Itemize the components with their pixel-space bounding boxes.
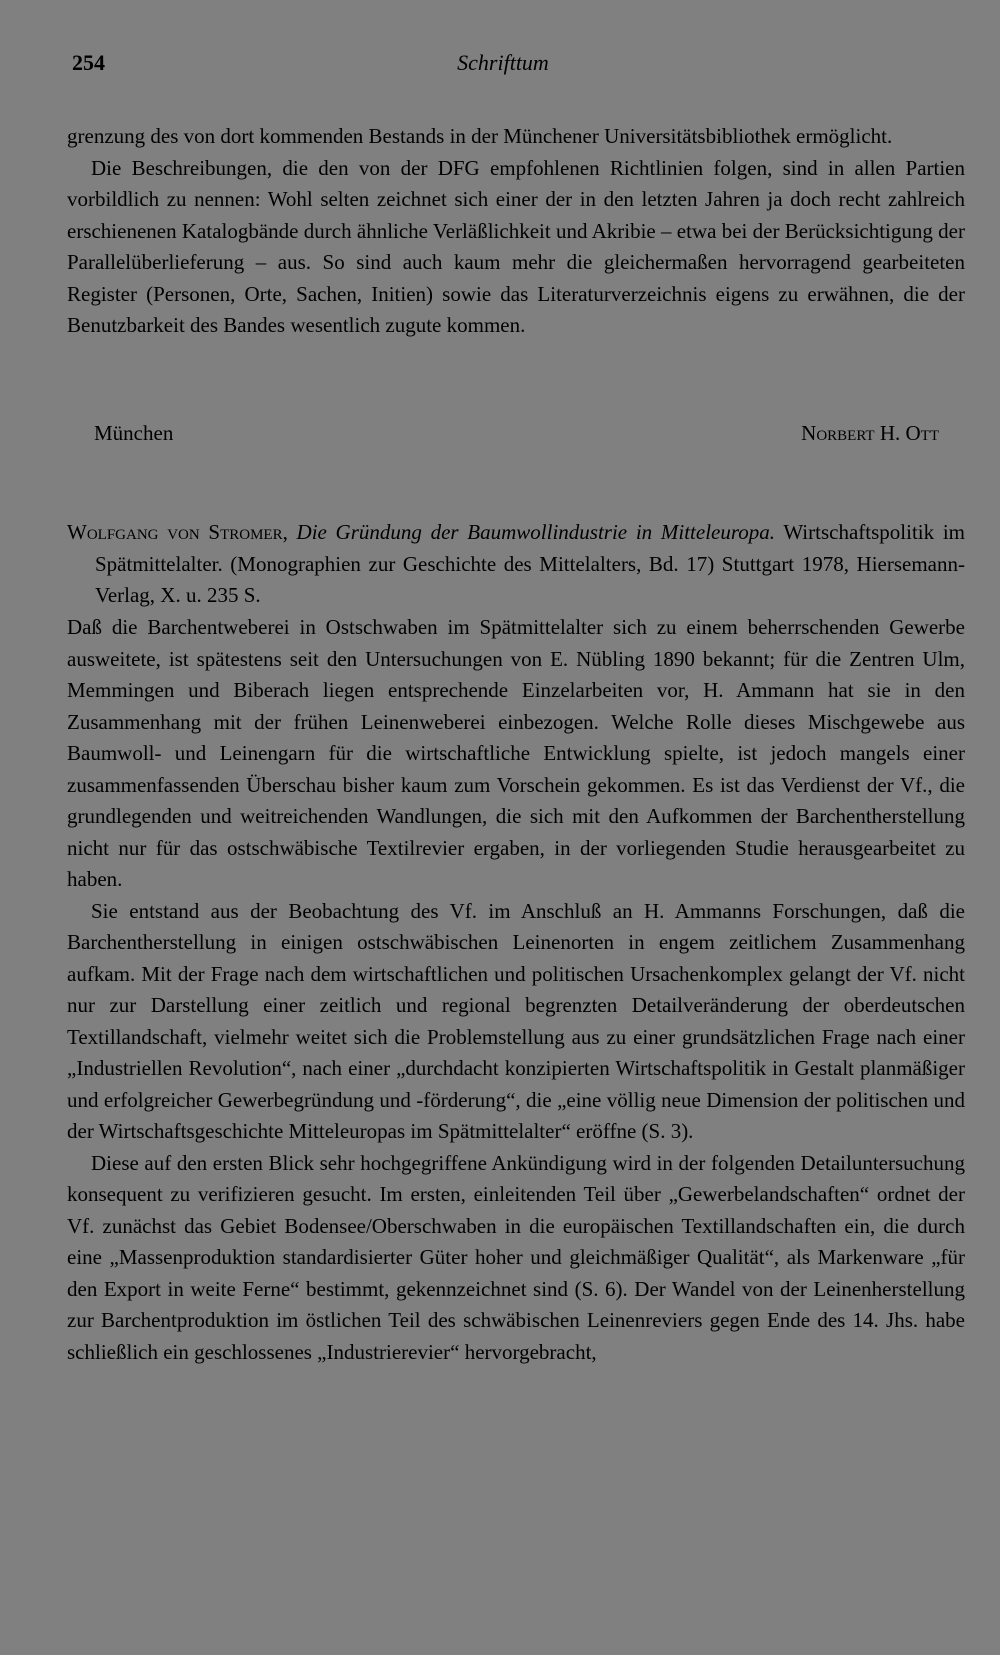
running-title: Schrifttum (457, 50, 549, 75)
paragraph: Die Beschreibungen, die den von der DFG empfohlenen Richtlinien folgen, sind in allen Partien vorbildlich zu nennen: Wohl selten zeichnet sich einer der in den letzten Jahren ja doch recht zahlreich erschienenen Katalogbände durch ähnliche Verläßlichkeit und Akribie – etwa bei der Berücksichtigung der Parallelüberlieferung – aus. So sind auch kaum mehr die gleichermaßen hervorragend gearbeiteten Register (Personen, Orte, Sachen, Initien) sowie das Literaturverzeichnis eigens zu erwähnen, die der Benutzbarkeit des Bandes wesentlich zugute kommen. (67, 155, 965, 337)
review-body (67, 612, 965, 1368)
paragraph: grenzung des von dort kommenden Bestands in der Münchener Universitätsbibliothek ermöglicht. (67, 124, 893, 148)
citation-title: Die Gründung der Baumwollindustrie in Mitteleuropa. (296, 520, 775, 544)
citation-author: Wolfgang von Stromer, (67, 520, 288, 544)
reviewer-signature (94, 418, 939, 450)
paragraph: Daß die Barchentweberei in Ostschwaben im Spätmittelalter sich zu einem beherrschenden Gewerbe ausweitete, ist spätestens seit den Untersuchungen von E. Nübling 1890 bekannt; für die Zentren Ulm, Memmingen und Biberach liegen entsprechende Einzelarbeiten vor, H. Ammann hat sie in den Zusammenhang mit der frühen Leinenweberei einbezogen. Welche Rolle dieses Mischgewebe aus Baumwoll- und Leinengarn für die wirtschaftliche Entwicklung spielte, ist jedoch mangels einer zusammenfassenden Überschau bisher kaum zum Vorschein gekommen. Es ist das Verdienst der Vf., die grundlegenden und weitreichenden Wandlungen, die sich mit den Aufkommen der Barchentherstellung nicht nur für das ostschwäbische Textilrevier ergaben, in der vorliegenden Studie herausgearbeitet zu haben. (67, 615, 965, 891)
signature-author: Norbert H. Ott (801, 421, 939, 445)
citation-details: Wirtschaftspolitik im Spätmittelalter. (Monographien zur Geschichte des Mittelalters, Bd. 17) Stuttgart 1978, Hiersemann-Verlag, X. u. 235 S. (95, 520, 965, 607)
signature-place: München (94, 421, 174, 445)
paragraph: Sie entstand aus der Beobachtung des Vf. im Anschluß an H. Ammanns Forschungen, daß die Barchentherstellung in einigen ostschwäbischen Leinenorten in engem zeitlichem Zusammenhang aufkam. Mit der Frage nach dem wirtschaftlichen und politischen Ursachenkomplex gelangt der Vf. nicht nur zur Darstellung einer zeitlich und regional begrenzten Detailveränderung der oberdeutschen Textillandschaft, vielmehr weitet sich die Problemstellung aus zu einer grundsätzlichen Frage nach einer „Industriellen Revolution“, nach einer „durchdacht konzipierten Wirtschaftspolitik in Gestalt planmäßiger und erfolgreicher Gewerbegründung und -förderung“, die „eine völlig neue Dimension der politischen und der Wirtschaftsgeschichte Mitteleuropas im Spätmittelalter“ eröffne (S. 3). (67, 898, 965, 1143)
page-header (72, 50, 934, 90)
page-number: 254 (72, 50, 105, 75)
previous-review-text (67, 121, 965, 342)
paragraph: Diese auf den ersten Blick sehr hochgegriffene Ankündigung wird in der folgenden Detailuntersuchung konsequent zu verifizieren gesucht. Im ersten, einleitenden Teil über „Gewerbelandschaften“ ordnet der Vf. zunächst das Gebiet Bodensee/Oberschwaben in die europäischen Textillandschaften ein, die durch eine „Massenproduktion standardisierter Güter hoher und gleichmäßiger Qualität“, als Markenware „für den Export in weite Ferne“ bestimmt, gekennzeichnet sind (S. 6). Der Wandel von der Leinenherstellung zur Barchentproduktion im östlichen Teil des schwäbischen Leinenreviers gegen Ende des 14. Jhs. habe schließlich ein geschlossenes „Industrierevier“ hervorgebracht, (67, 1150, 965, 1364)
review-citation (67, 517, 965, 612)
